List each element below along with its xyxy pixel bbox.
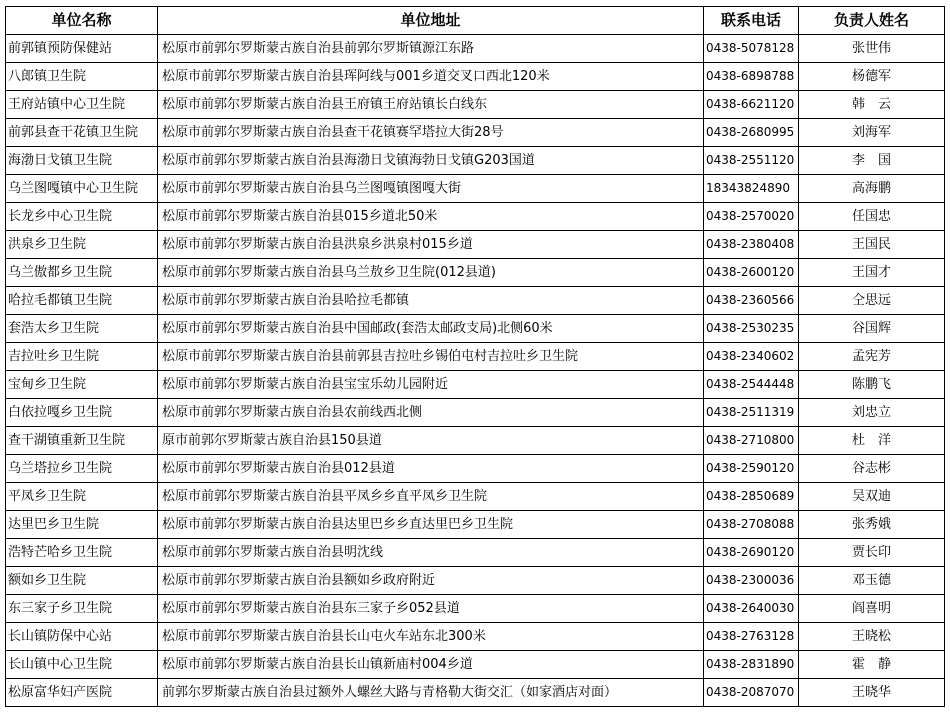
phone-cell: 0438-2511319 bbox=[704, 399, 799, 427]
unit-name-cell: 前郭县查干花镇卫生院 bbox=[6, 119, 158, 147]
address-cell: 松原市前郭尔罗斯蒙古族自治县平凤乡乡直平凤乡卫生院 bbox=[158, 483, 704, 511]
phone-cell: 0438-2850689 bbox=[704, 483, 799, 511]
person-cell: 王国民 bbox=[799, 231, 945, 259]
person-cell: 李 国 bbox=[799, 147, 945, 175]
address-cell: 松原市前郭尔罗斯蒙古族自治县洪泉乡洪泉村015乡道 bbox=[158, 231, 704, 259]
phone-cell: 0438-2551120 bbox=[704, 147, 799, 175]
table-row bbox=[6, 259, 945, 287]
unit-name-cell: 长山镇防保中心站 bbox=[6, 623, 158, 651]
table-row bbox=[6, 119, 945, 147]
table-row bbox=[6, 147, 945, 175]
address-cell: 松原市前郭尔罗斯蒙古族自治县乌兰图嘎镇图嘎大街 bbox=[158, 175, 704, 203]
unit-name-cell: 查干湖镇重新卫生院 bbox=[6, 427, 158, 455]
phone-cell: 0438-2380408 bbox=[704, 231, 799, 259]
person-cell: 杜 洋 bbox=[799, 427, 945, 455]
facility-table-container bbox=[5, 6, 945, 707]
phone-cell: 0438-2831890 bbox=[704, 651, 799, 679]
address-cell: 松原市前郭尔罗斯蒙古族自治县长山镇新庙村004乡道 bbox=[158, 651, 704, 679]
person-cell: 张世伟 bbox=[799, 35, 945, 63]
person-cell: 阎喜明 bbox=[799, 595, 945, 623]
person-cell: 谷国辉 bbox=[799, 315, 945, 343]
table-row bbox=[6, 539, 945, 567]
unit-name-cell: 前郭镇预防保健站 bbox=[6, 35, 158, 63]
phone-cell: 0438-2300036 bbox=[704, 567, 799, 595]
address-cell: 前郭尔罗斯蒙古族自治县过额外人螺丝大路与青格勒大街交汇（如家酒店对面） bbox=[158, 679, 704, 707]
unit-name-cell: 洪泉乡卫生院 bbox=[6, 231, 158, 259]
unit-name-cell: 长龙乡中心卫生院 bbox=[6, 203, 158, 231]
address-cell: 松原市前郭尔罗斯蒙古族自治县中国邮政(套浩太邮政支局)北侧60米 bbox=[158, 315, 704, 343]
unit-name-cell: 平凤乡卫生院 bbox=[6, 483, 158, 511]
person-cell: 王晓松 bbox=[799, 623, 945, 651]
person-cell: 任国忠 bbox=[799, 203, 945, 231]
address-cell: 松原市前郭尔罗斯蒙古族自治县长山屯火车站东北300米 bbox=[158, 623, 704, 651]
phone-cell: 0438-2544448 bbox=[704, 371, 799, 399]
address-cell: 松原市前郭尔罗斯蒙古族自治县前郭尔罗斯镇源江东路 bbox=[158, 35, 704, 63]
address-cell: 松原市前郭尔罗斯蒙古族自治县达里巴乡乡直达里巴乡卫生院 bbox=[158, 511, 704, 539]
person-cell: 霍 静 bbox=[799, 651, 945, 679]
unit-name-cell: 哈拉毛都镇卫生院 bbox=[6, 287, 158, 315]
table-row bbox=[6, 315, 945, 343]
person-cell: 韩 云 bbox=[799, 91, 945, 119]
table-row bbox=[6, 231, 945, 259]
address-cell: 松原市前郭尔罗斯蒙古族自治县额如乡政府附近 bbox=[158, 567, 704, 595]
table-row bbox=[6, 511, 945, 539]
table-row bbox=[6, 567, 945, 595]
address-cell: 松原市前郭尔罗斯蒙古族自治县明沈线 bbox=[158, 539, 704, 567]
table-row bbox=[6, 399, 945, 427]
phone-cell: 0438-2680995 bbox=[704, 119, 799, 147]
person-cell: 张秀娥 bbox=[799, 511, 945, 539]
unit-name-cell: 套浩太乡卫生院 bbox=[6, 315, 158, 343]
header-unit-address: 单位地址 bbox=[158, 7, 704, 35]
unit-name-cell: 八郎镇卫生院 bbox=[6, 63, 158, 91]
person-cell: 王晓华 bbox=[799, 679, 945, 707]
person-cell: 刘海军 bbox=[799, 119, 945, 147]
unit-name-cell: 乌兰塔拉乡卫生院 bbox=[6, 455, 158, 483]
table-row bbox=[6, 651, 945, 679]
person-cell: 刘忠立 bbox=[799, 399, 945, 427]
unit-name-cell: 宝甸乡卫生院 bbox=[6, 371, 158, 399]
phone-cell: 0438-6898788 bbox=[704, 63, 799, 91]
table-row bbox=[6, 371, 945, 399]
phone-cell: 0438-2360566 bbox=[704, 287, 799, 315]
address-cell: 松原市前郭尔罗斯蒙古族自治县乌兰敖乡卫生院(012县道) bbox=[158, 259, 704, 287]
address-cell: 松原市前郭尔罗斯蒙古族自治县东三家子乡052县道 bbox=[158, 595, 704, 623]
phone-cell: 0438-2600120 bbox=[704, 259, 799, 287]
table-body bbox=[6, 35, 945, 707]
table-row bbox=[6, 455, 945, 483]
table-row bbox=[6, 595, 945, 623]
address-cell: 松原市前郭尔罗斯蒙古族自治县珲阿线与001乡道交叉口西北120米 bbox=[158, 63, 704, 91]
address-cell: 松原市前郭尔罗斯蒙古族自治县012县道 bbox=[158, 455, 704, 483]
phone-cell: 0438-2763128 bbox=[704, 623, 799, 651]
header-unit-name: 单位名称 bbox=[6, 7, 158, 35]
phone-cell: 0438-2710800 bbox=[704, 427, 799, 455]
unit-name-cell: 额如乡卫生院 bbox=[6, 567, 158, 595]
person-cell: 邓玉德 bbox=[799, 567, 945, 595]
address-cell: 原市前郭尔罗斯蒙古族自治县150县道 bbox=[158, 427, 704, 455]
table-row bbox=[6, 175, 945, 203]
phone-cell: 0438-2530235 bbox=[704, 315, 799, 343]
unit-name-cell: 白依拉嘎乡卫生院 bbox=[6, 399, 158, 427]
header-person-in-charge: 负责人姓名 bbox=[799, 7, 945, 35]
table-row bbox=[6, 63, 945, 91]
phone-cell: 0438-2590120 bbox=[704, 455, 799, 483]
table-row bbox=[6, 91, 945, 119]
unit-name-cell: 吉拉吐乡卫生院 bbox=[6, 343, 158, 371]
person-cell: 杨德军 bbox=[799, 63, 945, 91]
address-cell: 松原市前郭尔罗斯蒙古族自治县哈拉毛都镇 bbox=[158, 287, 704, 315]
unit-name-cell: 长山镇中心卫生院 bbox=[6, 651, 158, 679]
phone-cell: 0438-5078128 bbox=[704, 35, 799, 63]
person-cell: 孟宪芳 bbox=[799, 343, 945, 371]
person-cell: 王国才 bbox=[799, 259, 945, 287]
address-cell: 松原市前郭尔罗斯蒙古族自治县宝宝乐幼儿园附近 bbox=[158, 371, 704, 399]
person-cell: 谷志彬 bbox=[799, 455, 945, 483]
table-row bbox=[6, 343, 945, 371]
unit-name-cell: 松原富华妇产医院 bbox=[6, 679, 158, 707]
address-cell: 松原市前郭尔罗斯蒙古族自治县海渤日戈镇海勃日戈镇G203国道 bbox=[158, 147, 704, 175]
phone-cell: 0438-2640030 bbox=[704, 595, 799, 623]
phone-cell: 0438-6621120 bbox=[704, 91, 799, 119]
person-cell: 仝思远 bbox=[799, 287, 945, 315]
phone-cell: 18343824890 bbox=[704, 175, 799, 203]
address-cell: 松原市前郭尔罗斯蒙古族自治县农前线西北侧 bbox=[158, 399, 704, 427]
table-row bbox=[6, 35, 945, 63]
address-cell: 松原市前郭尔罗斯蒙古族自治县前郭县吉拉吐乡锡伯屯村吉拉吐乡卫生院 bbox=[158, 343, 704, 371]
unit-name-cell: 乌兰傲都乡卫生院 bbox=[6, 259, 158, 287]
table-row bbox=[6, 427, 945, 455]
person-cell: 陈鹏飞 bbox=[799, 371, 945, 399]
address-cell: 松原市前郭尔罗斯蒙古族自治县查干花镇赛罕塔拉大街28号 bbox=[158, 119, 704, 147]
table-row bbox=[6, 287, 945, 315]
unit-name-cell: 海渤日戈镇卫生院 bbox=[6, 147, 158, 175]
header-phone: 联系电话 bbox=[704, 7, 799, 35]
phone-cell: 0438-2708088 bbox=[704, 511, 799, 539]
table-row bbox=[6, 623, 945, 651]
unit-name-cell: 乌兰图嘎镇中心卫生院 bbox=[6, 175, 158, 203]
table-row bbox=[6, 679, 945, 707]
person-cell: 吴双迪 bbox=[799, 483, 945, 511]
address-cell: 松原市前郭尔罗斯蒙古族自治县015乡道北50米 bbox=[158, 203, 704, 231]
phone-cell: 0438-2087070 bbox=[704, 679, 799, 707]
unit-name-cell: 浩特芒哈乡卫生院 bbox=[6, 539, 158, 567]
facility-table bbox=[5, 6, 945, 707]
table-row bbox=[6, 203, 945, 231]
unit-name-cell: 东三家子乡卫生院 bbox=[6, 595, 158, 623]
unit-name-cell: 达里巴乡卫生院 bbox=[6, 511, 158, 539]
phone-cell: 0438-2340602 bbox=[704, 343, 799, 371]
phone-cell: 0438-2570020 bbox=[704, 203, 799, 231]
table-header-row bbox=[6, 7, 945, 35]
unit-name-cell: 王府站镇中心卫生院 bbox=[6, 91, 158, 119]
person-cell: 贾长印 bbox=[799, 539, 945, 567]
phone-cell: 0438-2690120 bbox=[704, 539, 799, 567]
table-row bbox=[6, 483, 945, 511]
address-cell: 松原市前郭尔罗斯蒙古族自治县王府镇王府站镇长白线东 bbox=[158, 91, 704, 119]
person-cell: 高海鹏 bbox=[799, 175, 945, 203]
